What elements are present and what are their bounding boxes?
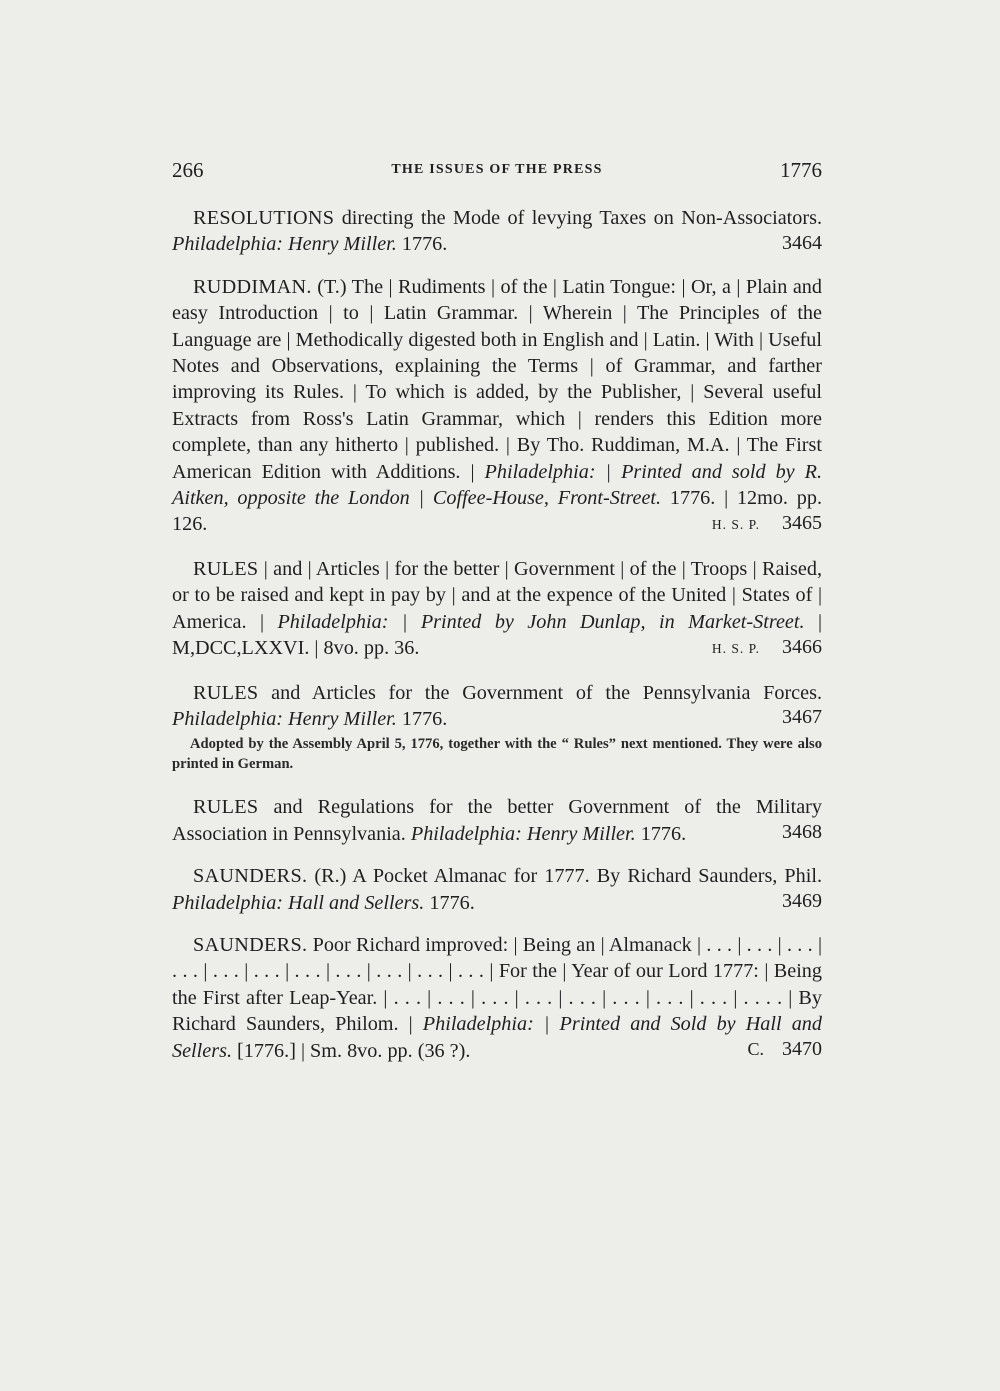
entry-imprint: Philadelphia: Henry Miller. <box>172 233 397 256</box>
entry-date: 1776. <box>396 233 448 256</box>
entry-number: 3467 <box>782 706 822 729</box>
entry-3470 <box>172 932 822 1060</box>
entry-heading: SAUNDERS. <box>193 865 308 888</box>
entry-description: (R.) A Pocket Almanac for 1777. By Richard Saunders, Phil. <box>307 865 822 888</box>
entry-text <box>172 274 822 538</box>
entry-heading: RULES <box>193 681 259 704</box>
entry-date: 1776. <box>635 822 687 845</box>
entry-imprint: Philadelphia: | Printed and Sold by Hall and Sellers. <box>172 1013 822 1062</box>
entry-3469 <box>172 863 822 912</box>
entry-description: and Articles for the Government of the Pennsylvania Forces. <box>258 681 822 704</box>
entry-location: H. S. P. <box>711 516 760 532</box>
entry-heading: RULES <box>193 796 259 819</box>
running-year: 1776 <box>780 158 822 182</box>
entry-description: Poor Richard improved: | Being an | Almanack | . . . | . . . | . . . | . . . | . . . | . . . | . . . | . . . | . . . | . . . | . . . | For the | Year of our Lord 1777: | Being the First after Leap-Year. | . . . | . . . | . . . | . . . | . . . | . . . | . . . | . . . | . . . . | By Richard Saunders, Philom. | <box>172 933 822 1036</box>
entry-imprint: Philadelphia: Hall and Sellers. <box>172 891 425 914</box>
running-title: THE ISSUES OF THE PRESS <box>391 162 603 177</box>
entry-imprint: Philadelphia: Henry Miller. <box>410 822 636 845</box>
page-number: 266 <box>172 158 204 182</box>
entry-number: 3468 <box>782 821 822 844</box>
entry-date: 1776. | 12mo. pp. 126. <box>172 487 822 536</box>
entry-date: 1776. <box>396 707 448 730</box>
entry-note: Adopted by the Assembly April 5, 1776, together with the “ Rules” next mentioned. They were also printed in German. <box>172 736 822 773</box>
entry-number: 3464 <box>782 231 822 254</box>
entry-imprint: Philadelphia: | Printed by John Dunlap, in Market-Street. <box>277 610 805 633</box>
entry-location: H. S. P. <box>711 640 760 656</box>
entry-heading: SAUNDERS. <box>193 933 308 956</box>
entry-number: 3470 <box>782 1037 822 1060</box>
entry-heading: RESOLUTIONS <box>193 207 335 229</box>
entry-imprint: Philadelphia: Henry Miller. <box>172 707 397 730</box>
entry-3468 <box>172 794 822 843</box>
entry-3466 <box>172 556 822 660</box>
entry-number: 3465 <box>782 511 822 534</box>
entry-date: | M,DCC,LXXVI. | 8vo. pp. 36. <box>172 610 822 660</box>
entry-heading: RULES <box>193 557 259 580</box>
entries-list <box>172 205 822 1080</box>
entry-number: 3469 <box>782 889 822 912</box>
entry-date: 1776. <box>424 891 475 914</box>
entry-3467 <box>172 680 822 775</box>
entry-3465 <box>172 274 822 536</box>
entry-3464 <box>172 205 822 254</box>
entry-tail <box>172 512 822 536</box>
running-head <box>172 158 822 186</box>
entry-date: [1776.] | Sm. 8vo. pp. (36 ?). <box>232 1039 471 1062</box>
entry-location: C. <box>747 1038 764 1059</box>
entry-number: 3466 <box>782 635 822 658</box>
entry-description: | and | Articles | for the better | Government | of the | Troops | Raised, or to be raised and kept in pay by | and at the expence of the United | States of | America. | <box>172 557 822 633</box>
entry-description: and Regulations for the better Government of the Military Association in Pennsylvania. <box>172 796 822 845</box>
entry-description: (T.) The | Rudiments | of the | Latin Tongue: | Or, a | Plain and easy Introduction | to | Latin Grammar. | Wherein | The Principles of the Language are | Methodically digested both in English and | Latin. | With | Useful Notes and Observations, explaining the Terms | of Grammar, and farther improving its Rules. | To which is added, by the Publisher, | Several useful Extracts from Ross's Latin Grammar, which | renders this Edition more complete, than any hitherto | published. | By Tho. Ruddiman, M.A. | The First American Edition with Additions. | <box>172 275 822 483</box>
entry-heading: RUDDIMAN. <box>193 275 312 298</box>
entry-description: directing the Mode of levying Taxes on Non-Associators. <box>334 207 822 229</box>
entry-imprint: Philadelphia: | Printed and sold by R. Aitken, opposite the London | Coffee-House, Front-Street. <box>172 460 823 510</box>
